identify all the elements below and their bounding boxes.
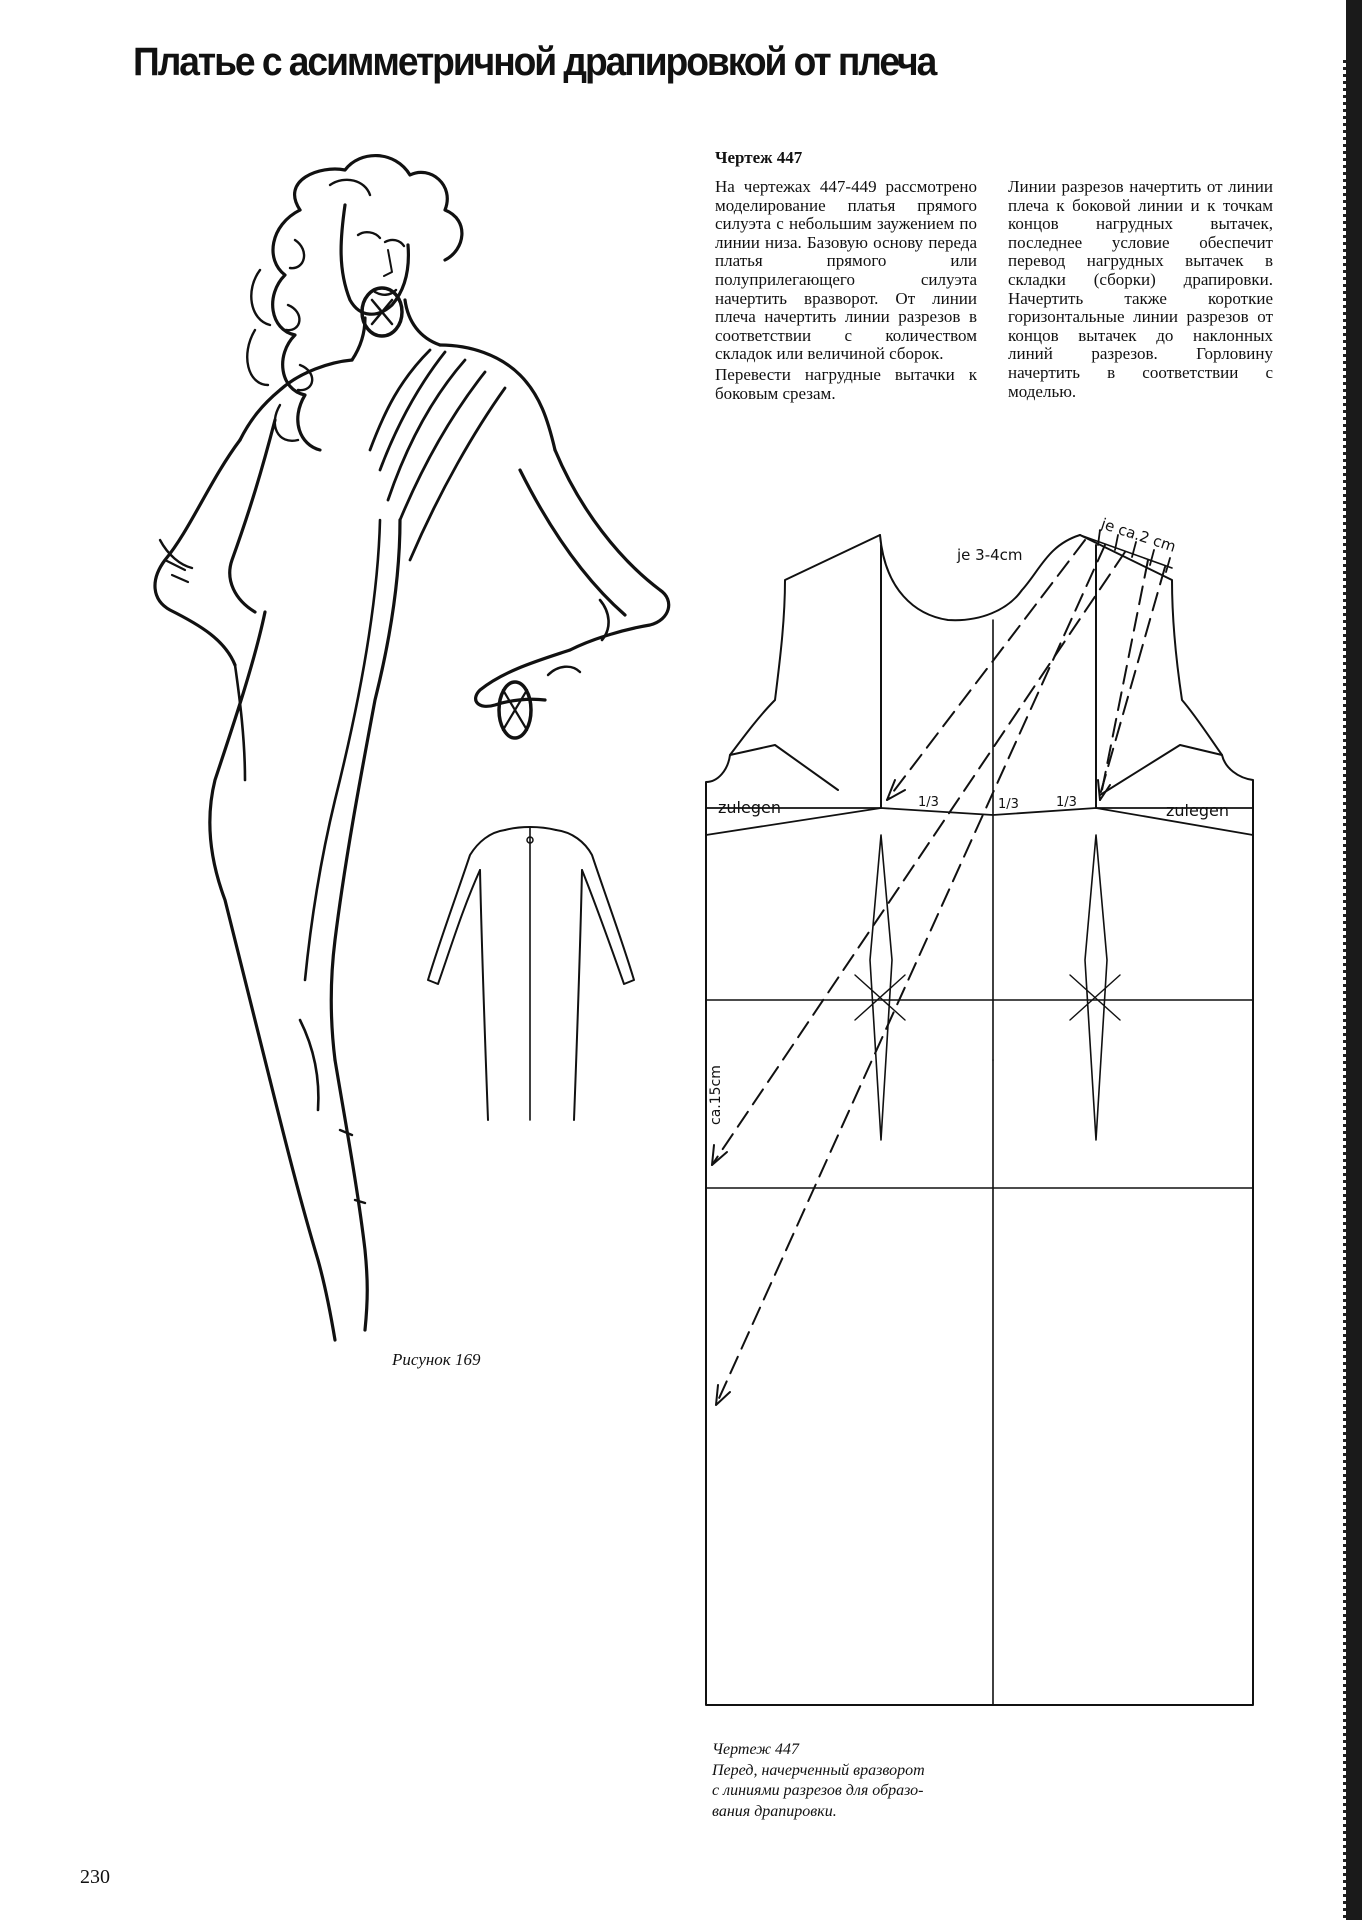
- figure-caption: Рисунок 169: [392, 1350, 481, 1369]
- text-paragraph: Линии разрезов начертить от линии плеча к боковой линии и к точкам концов нагрудных вытачек, последнее условие обеспечит перевод нагрудных вытачек в складки (сборки) драпировки. Начертить также короткие горизонтальные линии разрезов от концов вытачек до наклонных линий разрезов. Горловину начертить в соответствии с моделью.: [1008, 177, 1273, 401]
- page-number: 230: [80, 1866, 110, 1888]
- text-heading: Чертеж 447: [715, 148, 803, 167]
- caption-line: вания драпировки.: [712, 1802, 837, 1820]
- label-zulegen-left: zulegen: [718, 798, 781, 817]
- label-third-1: 1/3: [918, 795, 939, 810]
- caption-line: Перед, начерченный вразворот: [712, 1761, 925, 1779]
- page-title: Платье с асимметричной драпировкой от плеча: [133, 40, 936, 84]
- back-view-sketch: [428, 827, 634, 1120]
- caption-line: с линиями разрезов для образо-: [712, 1782, 924, 1799]
- label-zulegen-right: zulegen: [1166, 801, 1229, 820]
- label-neck-width: je 3-4cm: [957, 546, 1023, 564]
- text-paragraph: На чертежах 447-449 рассмотрено моделирование платья прямого силуэта с небольшим заужением по линии низа. Базовую основу переда платья прямого или полуприлегающего силуэта начертить вразворот. От линии плеча начертить линии разрезов в соответствии с количеством складок или величиной сборок.: [715, 177, 977, 364]
- label-third-3: 1/3: [1056, 795, 1077, 810]
- label-side-length: ca.15cm: [708, 1065, 724, 1125]
- label-shoulder-step: je ca.2 cm: [1098, 514, 1179, 556]
- caption-line: Чертеж 447: [712, 1741, 800, 1758]
- text-paragraph: Перевести нагрудные вытачки к боковым срезам.: [715, 364, 977, 403]
- label-third-2: 1/3: [998, 797, 1019, 812]
- drawing-caption: [712, 1740, 1012, 1822]
- pattern-draft: [706, 530, 1253, 1705]
- fashion-sketch: [155, 156, 669, 1340]
